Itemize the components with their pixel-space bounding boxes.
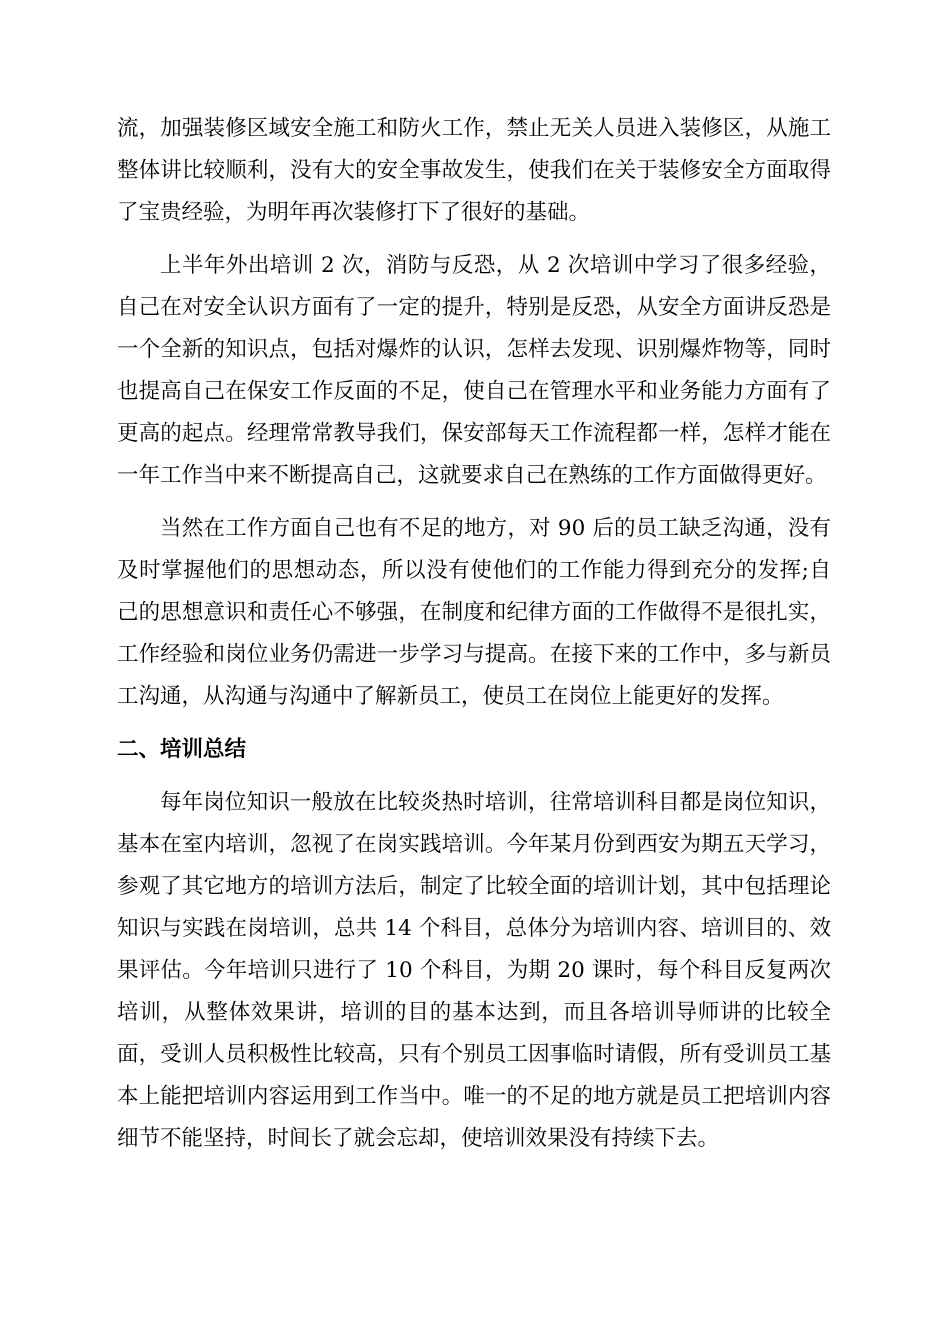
paragraph-training-summary: 每年岗位知识一般放在比较炎热时培训，往常培训科目都是岗位知识，基本在室内培训，忽视了在岗实践培训。今年某月份到西安为期五天学习，参观了其它地方的培训方法后，制定了比较全面的培训计划，其中包括理论知识与实践在岗培训，总共 14 个科目，总体分为培训内容、培训目的、效果评估。今年培训只进行了 10 个科目，为期 20 课时，每个科目反复两次培训，从整体效果讲，培训的目的基本达到，而且各培训导师讲的比较全面，受训人员积极性比较高，只有个别员工因事临时请假，所有受训员工基本上能把培训内容运用到工作当中。唯一的不足的地方就是员工把培训内容细节不能坚持，时间长了就会忘却，使培训效果没有持续下去。 xyxy=(117,790,831,1151)
section-heading-training-summary: 二、培训总结 xyxy=(117,737,247,762)
document-body xyxy=(117,108,831,1160)
paragraph-continued: 流，加强装修区域安全施工和防火工作，禁止无关人员进入装修区，从施工整体讲比较顺利，没有大的安全事故发生，使我们在关于装修安全方面取得了宝贵经验，为明年再次装修打下了很好的基础。 xyxy=(117,116,831,225)
paragraph-training-experience: 上半年外出培训 2 次，消防与反恐，从 2 次培训中学习了很多经验，自己在对安全认识方面有了一定的提升，特别是反恐，从安全方面讲反恐是一个全新的知识点，包括对爆炸的认识，怎样去发现、识别爆炸物等，同时也提高自己在保安工作反面的不足，使自己在管理水平和业务能力方面有了更高的起点。经理常常教导我们，保安部每天工作流程都一样，怎样才能在一年工作当中来不断提高自己，这就要求自己在熟练的工作方面做得更好。 xyxy=(117,253,831,488)
paragraph-shortcomings: 当然在工作方面自己也有不足的地方，对 90 后的员工缺乏沟通，没有及时掌握他们的思想动态，所以没有使他们的工作能力得到充分的发挥;自己的思想意识和责任心不够强，在制度和纪律方面的工作做得不是很扎实，工作经验和岗位业务仍需进一步学习与提高。在接下来的工作中，多与新员工沟通，从沟通与沟通中了解新员工，使员工在岗位上能更好的发挥。 xyxy=(117,516,831,709)
